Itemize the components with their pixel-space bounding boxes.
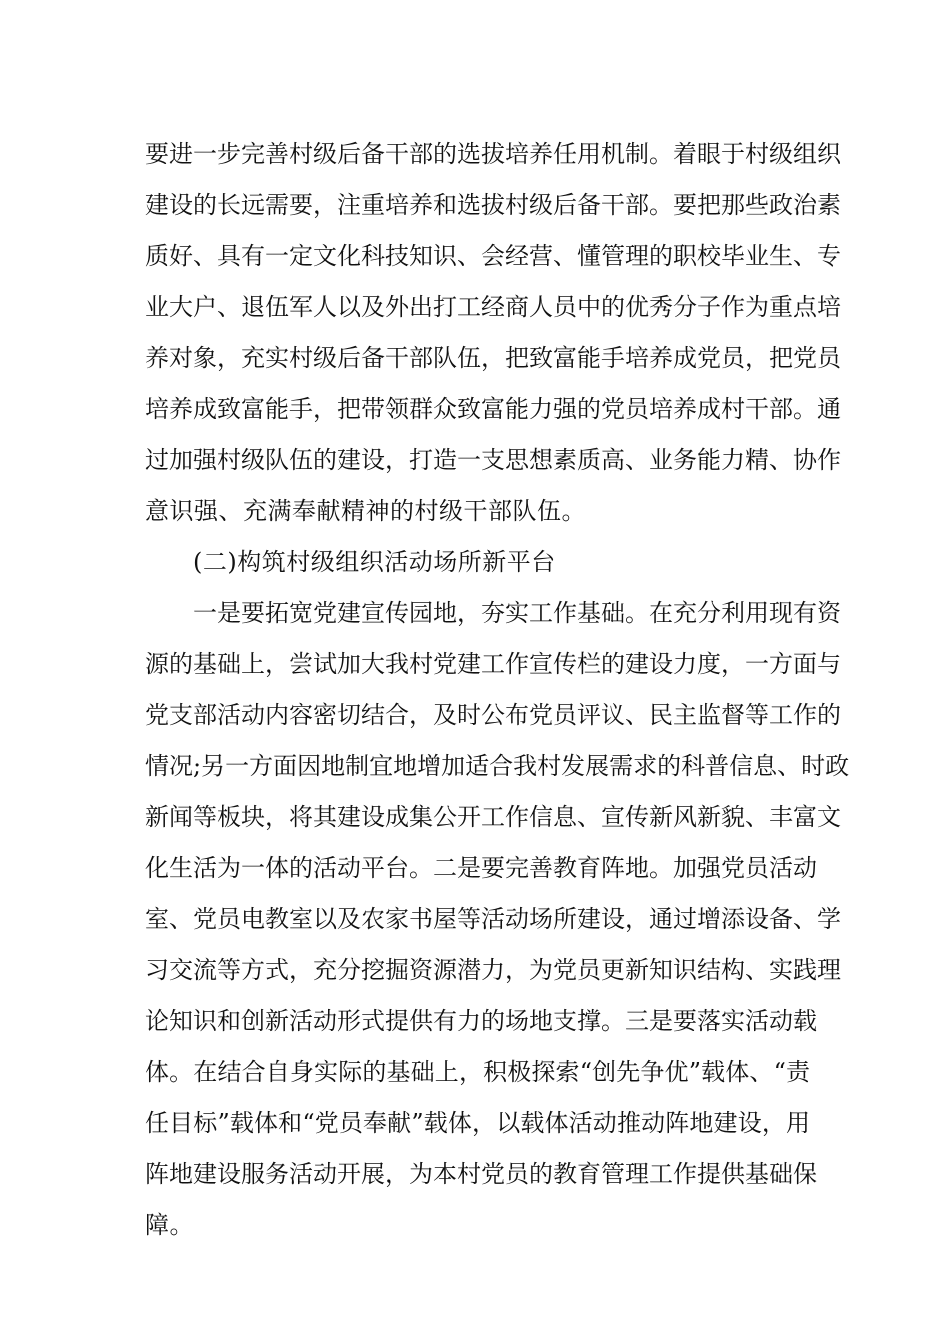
- text-line: 任目标”载体和“党员奉献”载体，以载体活动推动阵地建设，用: [145, 1109, 810, 1137]
- text-line: 体。在结合自身实际的基础上，积极探索“创先争优”载体、“责: [145, 1058, 810, 1086]
- text-line: 障。: [145, 1211, 194, 1239]
- text-line: 培养成致富能手，把带领群众致富能力强的党员培养成村干部。通: [145, 395, 841, 423]
- text-line: 源的基础上，尝试加大我村党建工作宣传栏的建设力度，一方面与: [145, 650, 841, 678]
- text-line: 论知识和创新活动形式提供有力的场地支撑。三是要落实活动载: [145, 1007, 817, 1035]
- text-line: 要进一步完善村级后备干部的选拔培养任用机制。着眼于村级组织: [145, 140, 841, 168]
- text-line: 阵地建设服务活动开展，为本村党员的教育管理工作提供基础保: [145, 1160, 817, 1188]
- text-line: 过加强村级队伍的建设，打造一支思想素质高、业务能力精、协作: [145, 446, 841, 474]
- text-line: 情况;另一方面因地制宜地增加适合我村发展需求的科普信息、时政: [145, 752, 850, 780]
- text-line: 党支部活动内容密切结合，及时公布党员评议、民主监督等工作的: [145, 701, 841, 729]
- text-line: 新闻等板块，将其建设成集公开工作信息、宣传新风新貌、丰富文: [145, 803, 841, 831]
- text-line: 一是要拓宽党建宣传园地，夯实工作基础。在充分利用现有资: [193, 599, 841, 627]
- section-heading: (二)构筑村级组织活动场所新平台: [193, 548, 556, 576]
- text-line: 建设的长远需要，注重培养和选拔村级后备干部。要把那些政治素: [145, 191, 841, 219]
- text-line: 室、党员电教室以及农家书屋等活动场所建设，通过增添设备、学: [145, 905, 841, 933]
- text-line: 质好、具有一定文化科技知识、会经营、懂管理的职校毕业生、专: [145, 242, 841, 270]
- text-line: 习交流等方式，充分挖掘资源潜力，为党员更新知识结构、实践理: [145, 956, 841, 984]
- text-line: 养对象，充实村级后备干部队伍，把致富能手培养成党员，把党员: [145, 344, 841, 372]
- text-line: 化生活为一体的活动平台。二是要完善教育阵地。加强党员活动: [145, 854, 817, 882]
- text-line: 意识强、充满奉献精神的村级干部队伍。: [145, 497, 586, 525]
- text-line: 业大户、退伍军人以及外出打工经商人员中的优秀分子作为重点培: [145, 293, 841, 321]
